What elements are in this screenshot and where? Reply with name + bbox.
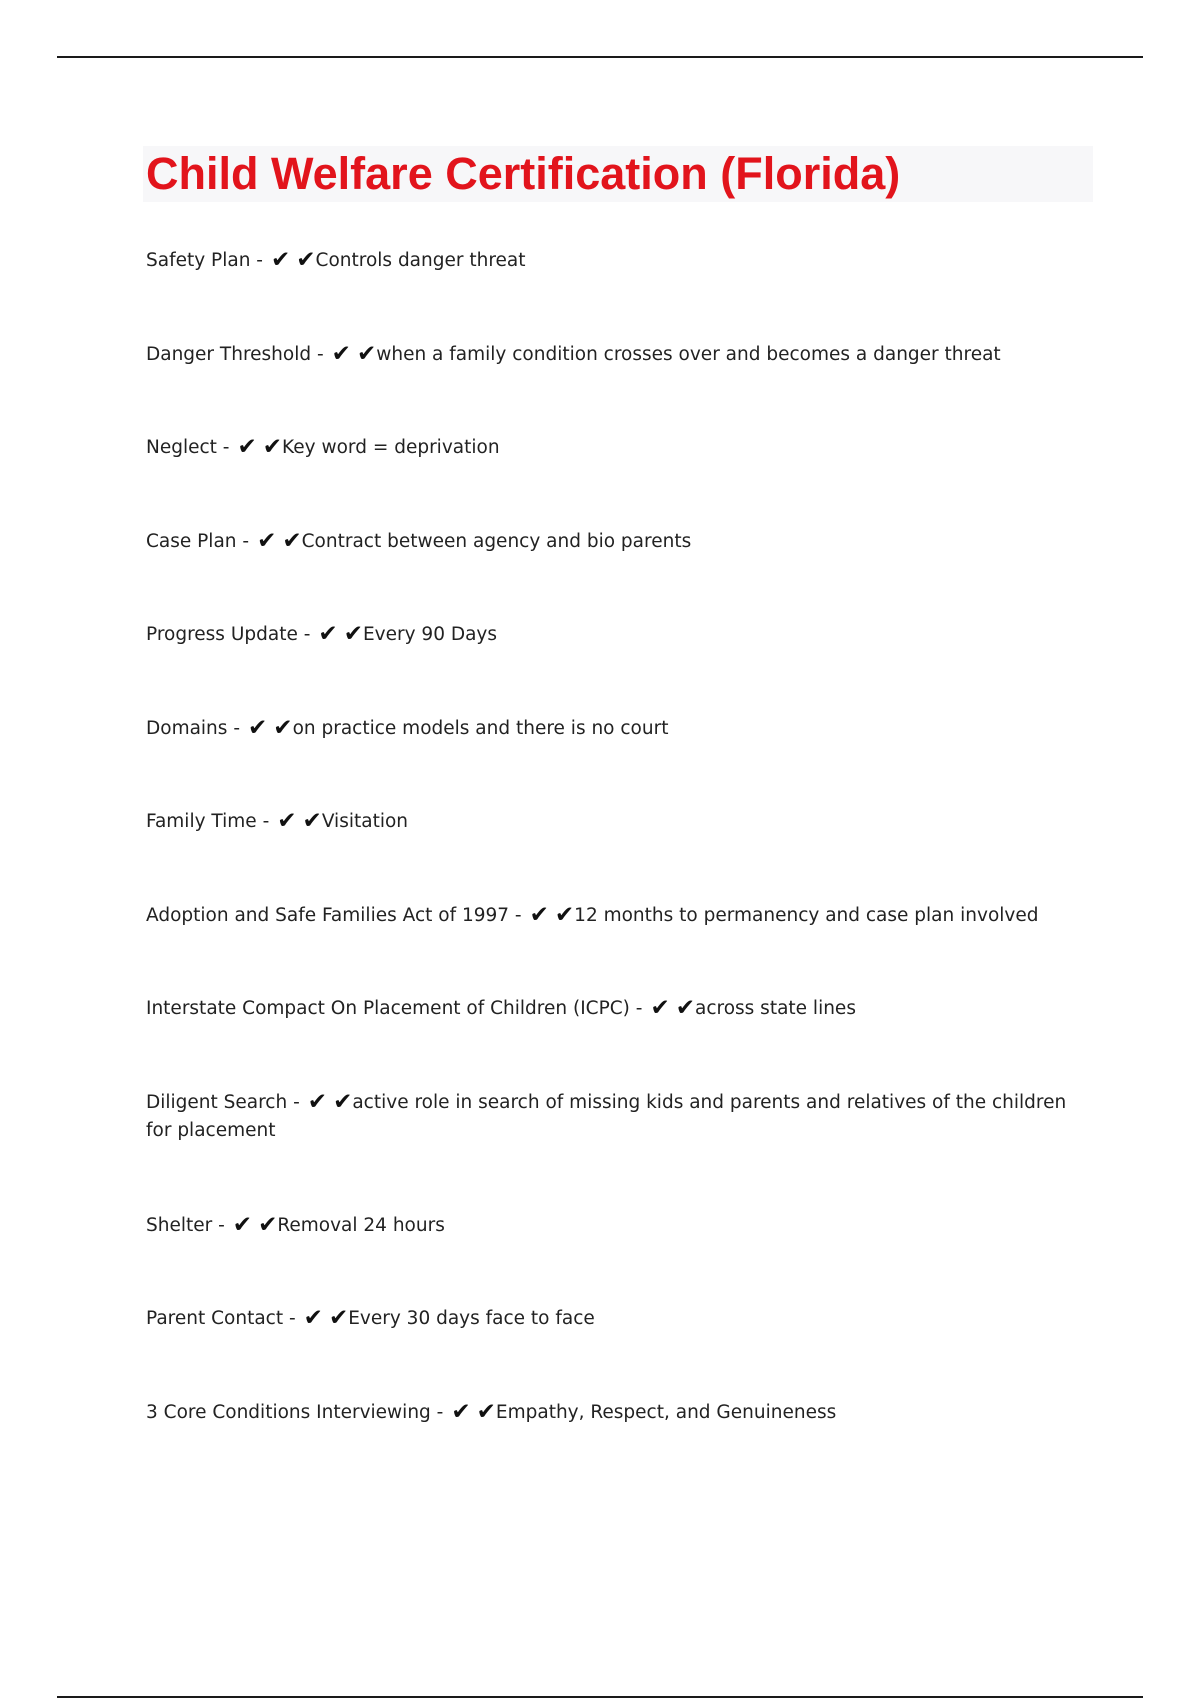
entry-definition: Visitation: [321, 811, 409, 832]
entry-term: Safety Plan: [146, 250, 251, 271]
entry-separator: -: [629, 998, 643, 1019]
check-icon: ✔: [650, 995, 670, 1021]
entry-definition: across state lines: [695, 998, 856, 1019]
check-icon: ✔: [273, 715, 293, 741]
check-icon: ✔: [270, 247, 291, 273]
check-icon: ✔: [303, 1305, 323, 1331]
definition-entry: [146, 715, 1086, 743]
entry-term: Interstate Compact On Placement of Children (ICPC): [146, 998, 630, 1019]
definition-entry: [146, 808, 1086, 836]
check-icon: ✔: [302, 808, 322, 834]
entry-separator: -: [236, 531, 250, 552]
check-icon: ✔: [529, 902, 549, 928]
definition-entry: [146, 1212, 1086, 1240]
entry-separator: -: [216, 437, 230, 458]
entry-definition: on practice models and there is no court: [292, 718, 669, 739]
entry-definition: active role in search of missing kids and parents and relatives of the children for placement: [146, 1092, 1067, 1141]
entry-term: Shelter: [146, 1215, 213, 1236]
check-icon: ✔: [277, 808, 297, 834]
entry-definition: when a family condition crosses over and becomes a danger threat: [376, 344, 1001, 365]
check-icon: ✔: [675, 995, 695, 1021]
check-icon: ✔: [282, 528, 302, 554]
bottom-rule: [57, 1696, 1143, 1698]
definition-entry: [146, 1305, 1086, 1333]
definition-entry: [146, 621, 1086, 649]
entry-term: Diligent Search: [146, 1092, 288, 1113]
entry-term: Family Time: [146, 811, 257, 832]
check-icon: ✔: [248, 715, 268, 741]
entry-separator: -: [256, 811, 270, 832]
check-icon: ✔: [237, 434, 257, 460]
definition-entry: [146, 434, 1086, 462]
entry-term: Domains: [146, 718, 228, 739]
definition-entry: [146, 1089, 1086, 1145]
entry-separator: -: [212, 1215, 225, 1236]
entry-definition: Key word = deprivation: [282, 437, 500, 458]
definition-entry: [146, 1399, 1086, 1427]
entry-definition: Contract between agency and bio parents: [301, 531, 692, 552]
entry-term: Case Plan: [146, 531, 237, 552]
entry-definition: Empathy, Respect, and Genuineness: [495, 1402, 837, 1423]
check-icon: ✔: [333, 1089, 353, 1115]
entry-term: Danger Threshold: [146, 344, 312, 365]
definition-entry: [146, 341, 1086, 369]
definition-entry: [146, 995, 1086, 1023]
check-icon: ✔: [258, 1212, 278, 1238]
check-icon: ✔: [307, 1089, 328, 1115]
check-icon: ✔: [331, 341, 351, 367]
entry-term: 3 Core Conditions Interviewing: [146, 1402, 431, 1423]
check-icon: ✔: [296, 247, 316, 273]
page-title: Child Welfare Certification (Florida): [146, 148, 901, 199]
entry-separator: -: [250, 250, 263, 271]
check-icon: ✔: [257, 528, 277, 554]
top-rule: [57, 56, 1143, 58]
check-icon: ✔: [343, 621, 363, 647]
entry-separator: -: [287, 1092, 300, 1113]
entry-definition: 12 months to permanency and case plan involved: [574, 905, 1039, 926]
check-icon: ✔: [328, 1305, 349, 1331]
definition-entry: [146, 902, 1086, 930]
entry-definition: Removal 24 hours: [277, 1215, 445, 1236]
entry-term: Neglect: [146, 437, 217, 458]
entry-term: Progress Update: [146, 624, 298, 645]
check-icon: ✔: [232, 1212, 253, 1238]
entry-separator: -: [430, 1402, 444, 1423]
entry-term: Parent Contact: [146, 1308, 284, 1329]
entry-definition: Every 90 Days: [362, 624, 498, 645]
entry-term: Adoption and Safe Families Act of 1997: [146, 905, 510, 926]
entry-separator: -: [311, 344, 324, 365]
entry-separator: -: [283, 1308, 296, 1329]
check-icon: ✔: [318, 621, 338, 647]
check-icon: ✔: [262, 434, 283, 460]
definition-entry: [146, 528, 1086, 556]
check-icon: ✔: [476, 1399, 496, 1425]
check-icon: ✔: [554, 902, 575, 928]
entry-definition: Controls danger threat: [315, 250, 526, 271]
entry-separator: -: [297, 624, 311, 645]
entry-definition: Every 30 days face to face: [348, 1308, 595, 1329]
entry-separator: -: [227, 718, 240, 739]
definition-entry: [146, 247, 1086, 275]
check-icon: ✔: [451, 1399, 471, 1425]
check-icon: ✔: [356, 341, 377, 367]
entry-separator: -: [509, 905, 522, 926]
